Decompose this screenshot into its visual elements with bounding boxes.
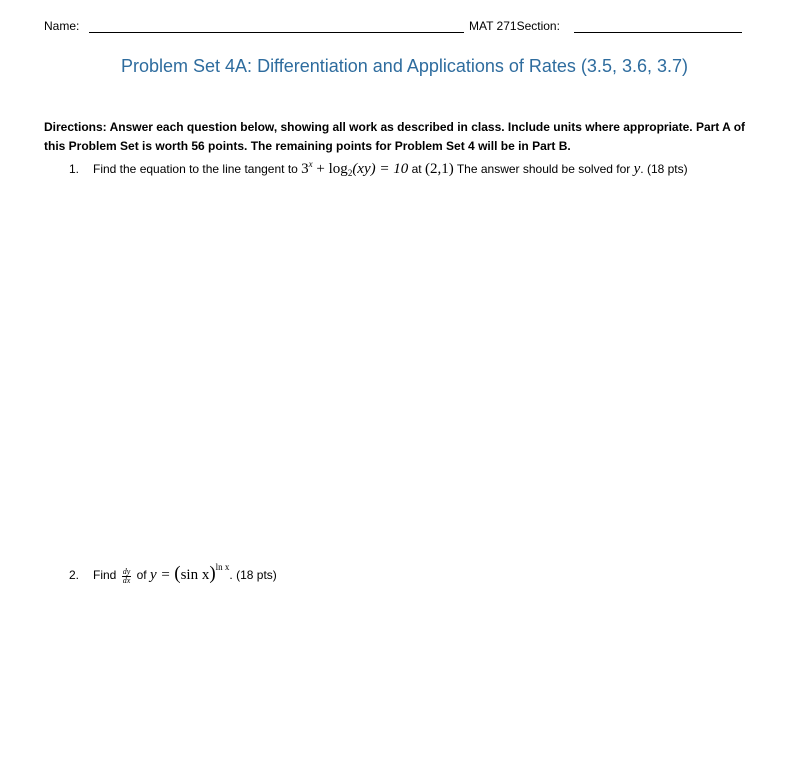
section-field[interactable]	[574, 32, 742, 33]
page-title-text: Problem Set 4A: Differentiation and Applications of Rates (3.5, 3.6, 3.7)	[121, 56, 688, 76]
page-title	[0, 56, 809, 77]
directions: Directions: Answer each question below, showing all work as described in class. Include units where appropriate. Part A of this Problem Set is worth 56 points. The remaining points for Problem Set 4 will be in Part B.	[44, 120, 746, 153]
problem-text-after: The answer should be solved for	[456, 162, 631, 176]
course-section-label: MAT 271Section:	[469, 19, 560, 33]
point: (2,1)	[424, 161, 454, 177]
problem-text-of: of	[136, 568, 147, 582]
problem-points: . (18 pts)	[640, 162, 688, 176]
problem-text-at: at	[411, 162, 422, 176]
problem-number: 2.	[69, 568, 80, 582]
problem-number: 1.	[69, 162, 80, 176]
equation: y = (sin x)$^{ln x}$	[149, 562, 230, 584]
problem-text: Find	[93, 568, 117, 582]
name-field[interactable]	[89, 32, 464, 33]
problem-text: Find the equation to the line tangent to	[93, 162, 298, 176]
problem-2	[69, 562, 277, 585]
variable: y	[633, 161, 641, 177]
equation: $3^x + \log_2(xy) = 10$	[301, 159, 409, 178]
name-label: Name:	[44, 19, 80, 33]
problem-points: . (18 pts)	[229, 568, 277, 582]
derivative-fraction: $\frac{dy}{dx}$	[122, 567, 131, 585]
problem-1	[69, 159, 688, 178]
